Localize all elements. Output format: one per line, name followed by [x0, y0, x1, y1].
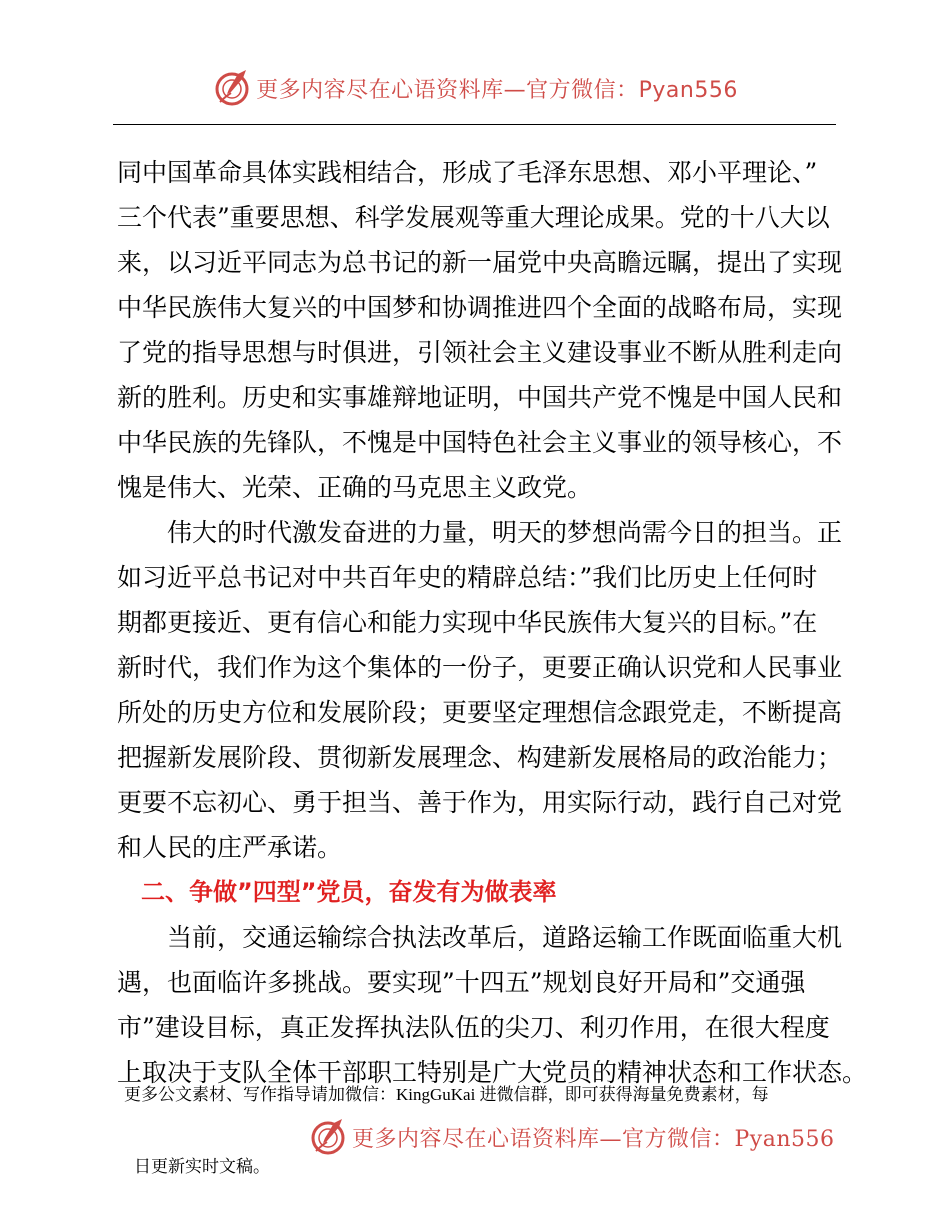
text-line: 中华民族的先锋队，不愧是中国特色社会主义事业的领导核心，不	[117, 428, 843, 457]
footer-note-continuation: 日更新实时文稿。	[134, 1157, 270, 1176]
pen-circle-logo-icon	[308, 1117, 348, 1157]
text-line: 期都更接近、更有信心和能力实现中华民族伟大复兴的目标。”在	[117, 608, 818, 637]
text-line: 上取决于支队全体干部职工特别是广大党员的精神状态和工作状态。	[117, 1058, 868, 1087]
document-body	[117, 150, 868, 1095]
header-banner	[0, 68, 950, 112]
text-line: 来，以习近平同志为总书记的新一届党中央高瞻远瞩，提出了实现	[117, 248, 843, 277]
header-divider	[113, 124, 836, 125]
footer-banner	[308, 1117, 835, 1161]
text-line: 和人民的庄严承诺。	[117, 833, 343, 862]
text-line: 当前，交通运输综合执法改革后，道路运输工作既面临重大机	[117, 923, 843, 952]
text-line: 更要不忘初心、勇于担当、善于作为，用实际行动，践行自己对党	[117, 788, 843, 817]
banner-text: 更多内容尽在心语资料库—官方微信：Pyan556	[352, 1126, 835, 1152]
text-line: 同中国革命具体实践相结合，形成了毛泽东思想、邓小平理论、”	[117, 158, 818, 187]
text-line: 新的胜利。历史和实事雄辩地证明，中国共产党不愧是中国人民和	[117, 383, 843, 412]
text-line: 遇，也面临许多挑战。要实现”十四五”规划良好开局和”交通强	[117, 968, 806, 997]
pen-circle-logo-icon	[212, 68, 252, 108]
text-line: 新时代，我们作为这个集体的一份子，更要正确认识党和人民事业	[117, 653, 843, 682]
section-heading: 二、争做”四型”党员，奋发有为做表率	[117, 878, 557, 906]
text-line: 把握新发展阶段、贯彻新发展理念、构建新发展格局的政治能力；	[117, 743, 843, 772]
text-line: 所处的历史方位和发展阶段；更要坚定理想信念跟党走，不断提高	[117, 698, 843, 727]
text-line: 市”建设目标，真正发挥执法队伍的尖刀、利刃作用，在很大程度	[117, 1013, 830, 1042]
text-line: 如习近平总书记对中共百年史的精辟总结：”我们比历史上任何时	[117, 563, 818, 592]
text-line: 愧是伟大、光荣、正确的马克思主义政党。	[117, 473, 593, 502]
banner-text: 更多内容尽在心语资料库—官方微信：Pyan556	[256, 77, 738, 103]
text-line: 伟大的时代激发奋进的力量，明天的梦想尚需今日的担当。正	[117, 518, 843, 547]
text-line: 了党的指导思想与时俱进，引领社会主义建设事业不断从胜利走向	[117, 338, 843, 367]
text-line: 三个代表”重要思想、科学发展观等重大理论成果。党的十八大以	[117, 203, 830, 232]
footer-note: 更多公文素材、写作指导请加微信：KingGuKai 进微信群，即可获得海量免费素材，每	[124, 1085, 769, 1104]
text-line: 中华民族伟大复兴的中国梦和协调推进四个全面的战略布局，实现	[117, 293, 843, 322]
